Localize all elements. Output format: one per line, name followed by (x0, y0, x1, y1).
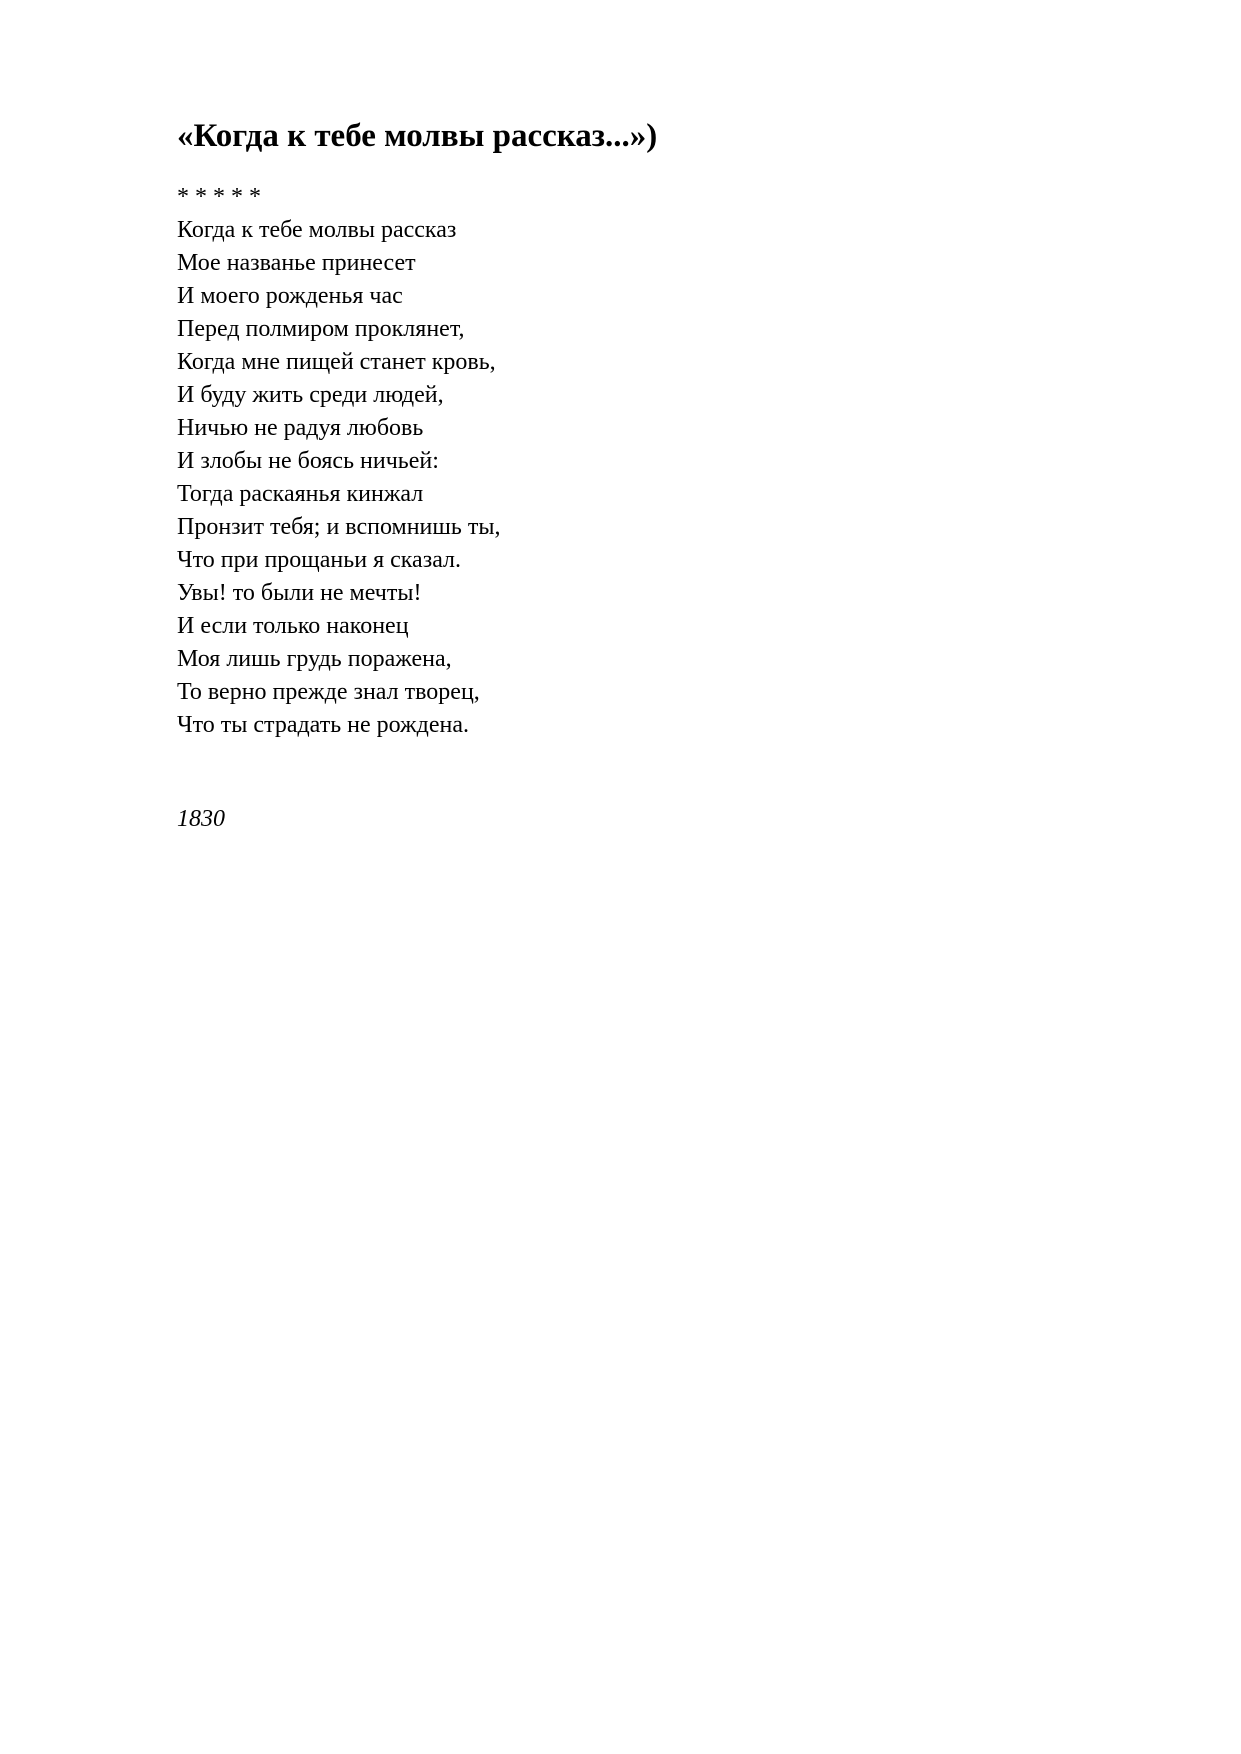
poem-line: Мое названье принесет (177, 250, 416, 276)
poem-line: И злобы не боясь ничьей: (177, 448, 439, 474)
poem-line: Пронзит тебя; и вспомнишь ты, (177, 514, 501, 540)
poem-line: Что при прощаньи я сказал. (177, 547, 462, 573)
poem-title: «Когда к тебе молвы рассказ...») (177, 118, 658, 154)
poem-line: И моего рожденья час (177, 283, 403, 309)
poem-text (177, 181, 500, 742)
poem-line: Моя лишь грудь поражена, (177, 646, 452, 672)
poem-line: И буду жить среди людей, (177, 382, 444, 408)
poem-line: Увы! то были не мечты! (177, 580, 422, 606)
poem-line: Когда мне пищей станет кровь, (177, 349, 496, 375)
poem-year: 1830 (177, 806, 225, 832)
poem-line: Когда к тебе молвы рассказ (177, 217, 457, 243)
poem-line: И если только наконец (177, 613, 409, 639)
poem-line: То верно прежде знал творец, (177, 679, 480, 705)
poem-line: Тогда раскаянья кинжал (177, 481, 424, 507)
poem-line: Ничью не радуя любовь (177, 415, 424, 441)
poem-line: * * * * * (177, 184, 261, 210)
poem-line: Что ты страдать не рождена. (177, 712, 469, 738)
poem-line: Перед полмиром проклянет, (177, 316, 465, 342)
